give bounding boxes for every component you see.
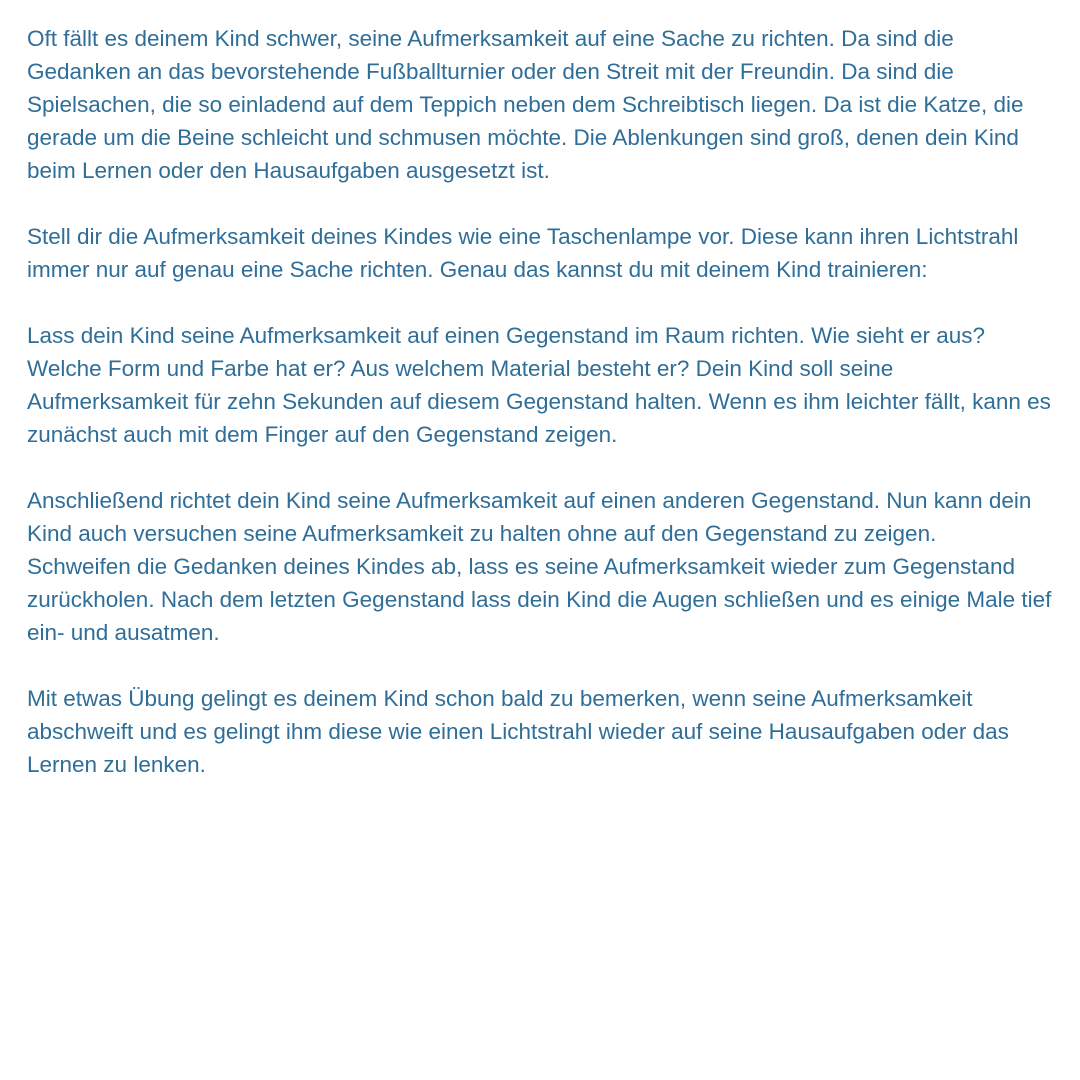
paragraph-spacer	[27, 649, 1056, 682]
paragraph-spacer	[27, 187, 1056, 220]
paragraph-exercise-step-1: Lass dein Kind seine Aufmerksamkeit auf einen Gegenstand im Raum richten. Wie sieht er aus? Welche Form und Farbe hat er? Aus welchem Material besteht er? Dein Kind soll seine Aufmerksamkeit für zehn Sekunden auf diesem Gegenstand halten. Wenn es ihm leichter fällt, kann es zunächst auch mit dem Finger auf den Gegenstand zeigen.	[27, 323, 1051, 447]
paragraph-exercise-step-2: Anschließend richtet dein Kind seine Aufmerksamkeit auf einen anderen Gegenstand. Nun kann dein Kind auch versuchen seine Aufmerksamkeit zu halten ohne auf den Gegenstand zu zeigen.	[27, 488, 1032, 546]
article-body	[27, 22, 1056, 781]
paragraph-flashlight: Stell dir die Aufmerksamkeit deines Kindes wie eine Taschenlampe vor. Diese kann ihren Lichtstrahl immer nur auf genau eine Sache richten. Genau das kannst du mit deinem Kind trainieren:	[27, 224, 1019, 282]
paragraph-exercise-step-3: Schweifen die Gedanken deines Kindes ab, lass es seine Aufmerksamkeit wieder zum Gegenstand zurückholen. Nach dem letzten Gegenstand lass dein Kind die Augen schließen und es einige Male tief ein- und ausatmen.	[27, 554, 1052, 645]
paragraph-spacer	[27, 451, 1056, 484]
paragraph-conclusion: Mit etwas Übung gelingt es deinem Kind schon bald zu bemerken, wenn seine Aufmerksamkeit abschweift und es gelingt ihm diese wie einen Lichtstrahl wieder auf seine Hausaufgaben oder das Lernen zu lenken.	[27, 686, 1009, 777]
paragraph-intro: Oft fällt es deinem Kind schwer, seine Aufmerksamkeit auf eine Sache zu richten. Da sind die Gedanken an das bevorstehende Fußballturnier oder den Streit mit der Freundin. Da sind die Spielsachen, die so einladend auf dem Teppich neben dem Schreibtisch liegen. Da ist die Katze, die gerade um die Beine schleicht und schmusen möchte. Die Ablenkungen sind groß, denen dein Kind beim Lernen oder den Hausaufgaben ausgesetzt ist.	[27, 26, 1024, 183]
paragraph-spacer	[27, 286, 1056, 319]
